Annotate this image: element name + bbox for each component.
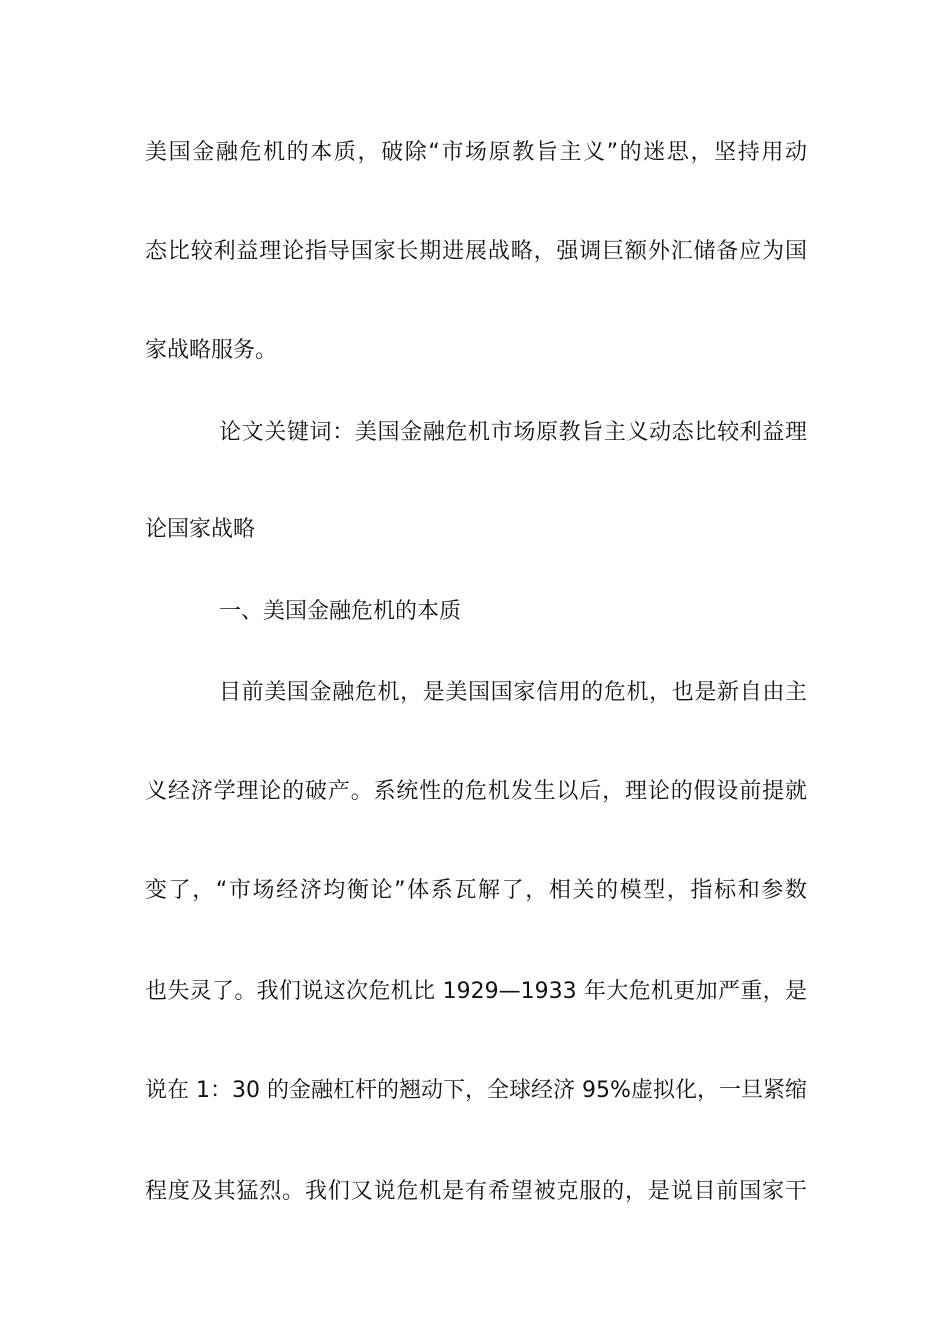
body-line-5: 说在 1：30 的金融杠杆的翘动下，全球经济 95%虚拟化，一旦紧缩 xyxy=(145,1078,807,1103)
keywords-line-2: 论国家战略 xyxy=(145,517,256,542)
body-line-2: 义经济学理论的破产。系统性的危机发生以后，理论的假设前提就 xyxy=(145,779,807,804)
body-line-1: 目前美国金融危机，是美国国家信用的危机，也是新自由主 xyxy=(219,680,807,705)
keywords-line-1: 论文关键词：美国金融危机市场原教旨主义动态比较利益理 xyxy=(219,420,807,445)
body-line-3: 变了，“市场经济均衡论”体系瓦解了，相关的模型，指标和参数 xyxy=(145,878,807,903)
body-line-4: 也失灵了。我们说这次危机比 1929—1933 年大危机更加严重，是 xyxy=(145,979,807,1004)
abstract-line-1: 美国金融危机的本质，破除“市场原教旨主义”的迷思，坚持用动 xyxy=(145,140,807,165)
abstract-line-2: 态比较利益理论指导国家长期进展战略，强调巨额外汇储备应为国 xyxy=(145,239,807,264)
body-line-6: 程度及其猛烈。我们又说危机是有希望被克服的，是说目前国家干 xyxy=(145,1179,807,1204)
section-heading: 一、美国金融危机的本质 xyxy=(219,599,462,624)
abstract-line-3: 家战略服务。 xyxy=(145,338,278,363)
